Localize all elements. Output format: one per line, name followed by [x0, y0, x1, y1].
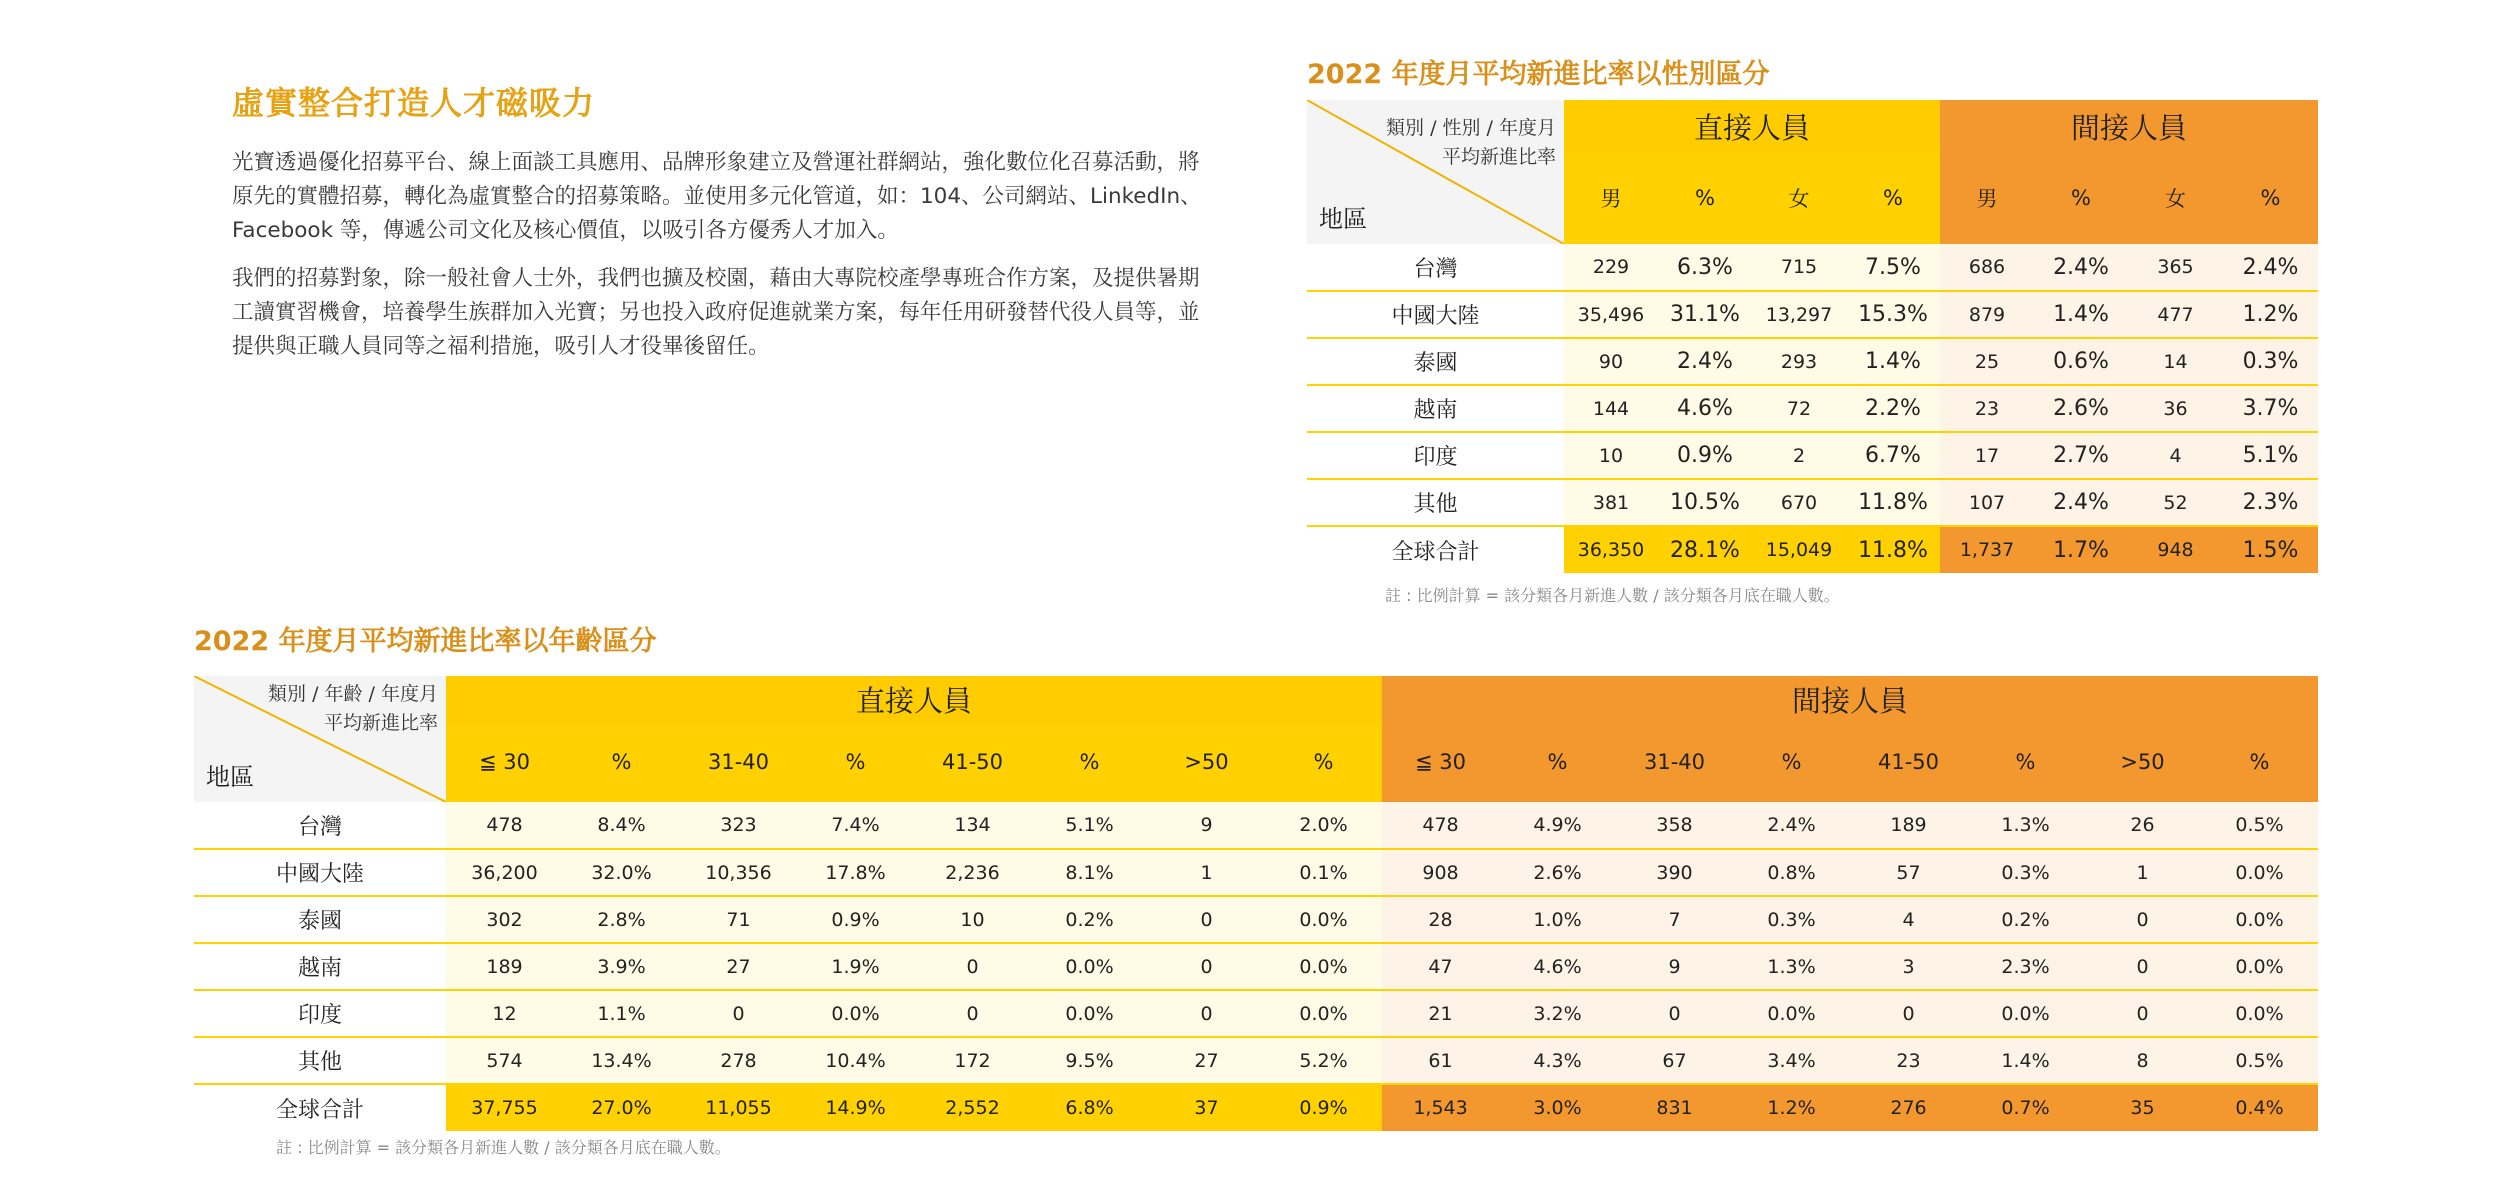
table-cell: 9 — [1616, 943, 1733, 990]
sub-header: % — [1499, 722, 1616, 802]
corner-column-label: 類別 / 年齡 / 年度月 平均新進比率 — [268, 683, 438, 734]
table-cell: 2.3% — [2223, 479, 2318, 526]
age-table-note: 註 : 比例計算 = 該分類各月新進人數 / 該分類各月底在職人數。 — [276, 1138, 731, 1157]
table-cell: 4.6% — [1658, 385, 1752, 432]
table-cell: 189 — [1850, 802, 1967, 849]
age-table-body — [194, 802, 2318, 1131]
table-row — [194, 802, 2318, 849]
group-header-indirect: 間接人員 — [1940, 100, 2318, 152]
table-cell: 61 — [1382, 1037, 1499, 1084]
table-cell: 107 — [1940, 479, 2034, 526]
table-cell: 477 — [2128, 291, 2223, 338]
table-cell: 229 — [1564, 244, 1658, 291]
table-cell: 2.2% — [1846, 385, 1940, 432]
region-name: 泰國 — [1307, 338, 1564, 385]
table-cell: 2.4% — [2223, 244, 2318, 291]
table-cell: 10 — [914, 896, 1031, 943]
table-row — [194, 943, 2318, 990]
table-cell: 1.4% — [1846, 338, 1940, 385]
sub-header: 男 — [1940, 152, 2034, 244]
group-header-direct: 直接人員 — [446, 676, 1382, 722]
table-cell: 1.5% — [2223, 526, 2318, 573]
table-cell: 2.6% — [1499, 849, 1616, 896]
table-cell: 11.8% — [1846, 526, 1940, 573]
table-cell: 27 — [1148, 1037, 1265, 1084]
table-cell: 7 — [1616, 896, 1733, 943]
table-cell: 2,552 — [914, 1084, 1031, 1131]
table-row — [1307, 291, 2318, 338]
table-row — [1307, 432, 2318, 479]
table-cell: 879 — [1940, 291, 2034, 338]
sub-header: 男 — [1564, 152, 1658, 244]
region-name: 印度 — [194, 990, 446, 1037]
table-cell: 0 — [1148, 896, 1265, 943]
table-cell: 0.1% — [1265, 849, 1382, 896]
table-cell: 6.3% — [1658, 244, 1752, 291]
table-cell: 0 — [914, 990, 1031, 1037]
sub-header: % — [797, 722, 914, 802]
table-cell: 293 — [1752, 338, 1846, 385]
table-cell: 0.2% — [1031, 896, 1148, 943]
table-cell: 67 — [1616, 1037, 1733, 1084]
table-cell: 4 — [1850, 896, 1967, 943]
table-cell: 0 — [2084, 896, 2201, 943]
gender-table-title: 2022 年度月平均新進比率以性別區分 — [1307, 59, 1770, 90]
table-cell: 28 — [1382, 896, 1499, 943]
group-header-direct: 直接人員 — [1564, 100, 1940, 152]
table-cell: 15,049 — [1752, 526, 1846, 573]
intro-paragraph-1: 光寶透過優化招募平台、線上面談工具應用、品牌形象建立及營運社群網站，強化數位化召募活動，將原先的實體招募，轉化為虛實整合的招募策略。並使用多元化管道，如：104、公司網站、LinkedIn、Facebook 等，傳遞公司文化及核心價值，以吸引各方優秀人才加入。 — [232, 150, 1202, 243]
table-cell: 0 — [1616, 990, 1733, 1037]
table-cell: 35,496 — [1564, 291, 1658, 338]
table-cell: 36,350 — [1564, 526, 1658, 573]
sub-header: >50 — [1148, 722, 1265, 802]
table-cell: 9 — [1148, 802, 1265, 849]
table-cell: 686 — [1940, 244, 2034, 291]
table-cell: 302 — [446, 896, 563, 943]
table-cell: 14 — [2128, 338, 2223, 385]
intro-section — [232, 78, 1202, 378]
table-cell: 3.4% — [1733, 1037, 1850, 1084]
table-cell: 7.5% — [1846, 244, 1940, 291]
table-cell: 57 — [1850, 849, 1967, 896]
table-cell: 36 — [2128, 385, 2223, 432]
table-cell: 23 — [1940, 385, 2034, 432]
table-cell: 0.3% — [1733, 896, 1850, 943]
table-cell: 381 — [1564, 479, 1658, 526]
table-cell: 0.4% — [2201, 1084, 2318, 1131]
table-cell: 323 — [680, 802, 797, 849]
table-cell: 9.5% — [1031, 1037, 1148, 1084]
table-cell: 0.0% — [1967, 990, 2084, 1037]
table-cell: 10.4% — [797, 1037, 914, 1084]
table-cell: 2,236 — [914, 849, 1031, 896]
table-cell: 1.2% — [1733, 1084, 1850, 1131]
table-cell: 0.0% — [1265, 896, 1382, 943]
corner-column-label: 類別 / 性別 / 年度月 平均新進比率 — [1386, 117, 1556, 168]
table-cell: 11.8% — [1846, 479, 1940, 526]
table-cell: 1,543 — [1382, 1084, 1499, 1131]
table-cell: 478 — [1382, 802, 1499, 849]
table-cell: 4.3% — [1499, 1037, 1616, 1084]
intro-paragraph-2: 我們的招募對象，除一般社會人士外，我們也擴及校園，藉由大專院校產學專班合作方案，及提供暑期工讀實習機會，培養學生族群加入光寶；另也投入政府促進就業方案，每年任用研發替代役人員等，並提供與正職人員同等之福利措施，吸引人才役畢後留任。 — [232, 266, 1200, 359]
table-cell: 2.4% — [1733, 802, 1850, 849]
table-cell: 27.0% — [563, 1084, 680, 1131]
table-cell: 0.0% — [797, 990, 914, 1037]
region-name: 台灣 — [194, 802, 446, 849]
table-row — [1307, 338, 2318, 385]
table-cell: 0 — [2084, 943, 2201, 990]
table-cell: 276 — [1850, 1084, 1967, 1131]
table-row — [194, 990, 2318, 1037]
table-row — [1307, 526, 2318, 573]
table-cell: 37 — [1148, 1084, 1265, 1131]
table-cell: 3.2% — [1499, 990, 1616, 1037]
table-row — [194, 849, 2318, 896]
table-cell: 1.1% — [563, 990, 680, 1037]
sub-header: ≦ 30 — [446, 722, 563, 802]
table-cell: 17 — [1940, 432, 2034, 479]
table-cell: 0.3% — [1967, 849, 2084, 896]
table-cell: 0.0% — [2201, 849, 2318, 896]
table-cell: 0.7% — [1967, 1084, 2084, 1131]
region-name: 越南 — [1307, 385, 1564, 432]
table-cell: 0.0% — [1733, 990, 1850, 1037]
table-cell: 13.4% — [563, 1037, 680, 1084]
sub-header: 41-50 — [1850, 722, 1967, 802]
table-cell: 0 — [680, 990, 797, 1037]
age-table — [194, 676, 2318, 1131]
table-cell: 390 — [1616, 849, 1733, 896]
sub-header: % — [1265, 722, 1382, 802]
table-cell: 0.5% — [2201, 1037, 2318, 1084]
table-cell: 0 — [2084, 990, 2201, 1037]
table-cell: 831 — [1616, 1084, 1733, 1131]
sub-header: 41-50 — [914, 722, 1031, 802]
sub-header: % — [2201, 722, 2318, 802]
sub-header: 女 — [1752, 152, 1846, 244]
table-cell: 0.0% — [1031, 943, 1148, 990]
table-cell: 0.0% — [2201, 943, 2318, 990]
table-cell: 6.7% — [1846, 432, 1940, 479]
table-cell: 28.1% — [1658, 526, 1752, 573]
table-cell: 13,297 — [1752, 291, 1846, 338]
table-row — [194, 896, 2318, 943]
table-cell: 5.2% — [1265, 1037, 1382, 1084]
table-cell: 1.0% — [1499, 896, 1616, 943]
table-cell: 71 — [680, 896, 797, 943]
table-cell: 3.9% — [563, 943, 680, 990]
table-row — [1307, 479, 2318, 526]
table-cell: 17.8% — [797, 849, 914, 896]
table-cell: 0.9% — [1658, 432, 1752, 479]
table-cell: 1.9% — [797, 943, 914, 990]
sub-header: % — [2034, 152, 2128, 244]
region-name: 全球合計 — [194, 1084, 446, 1131]
table-cell: 1.4% — [1967, 1037, 2084, 1084]
table-cell: 10,356 — [680, 849, 797, 896]
table-cell: 0.8% — [1733, 849, 1850, 896]
table-cell: 0.0% — [2201, 896, 2318, 943]
table-cell: 36,200 — [446, 849, 563, 896]
intro-title: 虛實整合打造人才磁吸力 — [232, 84, 596, 122]
table-cell: 908 — [1382, 849, 1499, 896]
sub-header: % — [1967, 722, 2084, 802]
table-cell: 35 — [2084, 1084, 2201, 1131]
gender-table-note: 註 : 比例計算 = 該分類各月新進人數 / 該分類各月底在職人數。 — [1385, 586, 1840, 605]
table-cell: 5.1% — [2223, 432, 2318, 479]
table-cell: 2.0% — [1265, 802, 1382, 849]
table-cell: 948 — [2128, 526, 2223, 573]
table-cell: 0.9% — [797, 896, 914, 943]
table-cell: 365 — [2128, 244, 2223, 291]
table-cell: 3 — [1850, 943, 1967, 990]
table-cell: 3.0% — [1499, 1084, 1616, 1131]
table-cell: 6.8% — [1031, 1084, 1148, 1131]
table-cell: 670 — [1752, 479, 1846, 526]
table-cell: 4.9% — [1499, 802, 1616, 849]
sub-header: % — [1658, 152, 1752, 244]
table-cell: 37,755 — [446, 1084, 563, 1131]
table-cell: 2 — [1752, 432, 1846, 479]
table-cell: 0 — [1850, 990, 1967, 1037]
table-row — [194, 1037, 2318, 1084]
sub-header: >50 — [2084, 722, 2201, 802]
table-cell: 4 — [2128, 432, 2223, 479]
table-cell: 0 — [1148, 990, 1265, 1037]
corner-row-label: 地區 — [206, 763, 254, 791]
age-table-title: 2022 年度月平均新進比率以年齡區分 — [194, 626, 657, 657]
table-cell: 2.4% — [2034, 479, 2128, 526]
table-cell: 1.2% — [2223, 291, 2318, 338]
region-name: 中國大陸 — [194, 849, 446, 896]
table-cell: 26 — [2084, 802, 2201, 849]
gender-table-corner — [1307, 100, 1564, 244]
table-cell: 0.0% — [2201, 990, 2318, 1037]
group-header-indirect: 間接人員 — [1382, 676, 2318, 722]
table-cell: 2.6% — [2034, 385, 2128, 432]
sub-header: 31-40 — [1616, 722, 1733, 802]
table-cell: 0.3% — [2223, 338, 2318, 385]
table-cell: 2.4% — [2034, 244, 2128, 291]
table-cell: 715 — [1752, 244, 1846, 291]
table-cell: 12 — [446, 990, 563, 1037]
table-cell: 0.5% — [2201, 802, 2318, 849]
sub-header: ≦ 30 — [1382, 722, 1499, 802]
table-cell: 8.1% — [1031, 849, 1148, 896]
table-cell: 0.9% — [1265, 1084, 1382, 1131]
sub-header: % — [563, 722, 680, 802]
table-row — [1307, 244, 2318, 291]
table-cell: 25 — [1940, 338, 2034, 385]
table-cell: 1.4% — [2034, 291, 2128, 338]
region-name: 中國大陸 — [1307, 291, 1564, 338]
table-cell: 47 — [1382, 943, 1499, 990]
table-cell: 2.3% — [1967, 943, 2084, 990]
table-cell: 3.7% — [2223, 385, 2318, 432]
age-table-corner — [194, 676, 446, 802]
sub-header: 女 — [2128, 152, 2223, 244]
region-name: 泰國 — [194, 896, 446, 943]
sub-header: % — [1846, 152, 1940, 244]
table-cell: 0.6% — [2034, 338, 2128, 385]
table-cell: 189 — [446, 943, 563, 990]
table-cell: 478 — [446, 802, 563, 849]
table-cell: 23 — [1850, 1037, 1967, 1084]
table-cell: 15.3% — [1846, 291, 1940, 338]
table-cell: 2.7% — [2034, 432, 2128, 479]
table-cell: 32.0% — [563, 849, 680, 896]
table-row — [1307, 385, 2318, 432]
table-cell: 172 — [914, 1037, 1031, 1084]
region-name: 台灣 — [1307, 244, 1564, 291]
table-cell: 1.3% — [1733, 943, 1850, 990]
corner-row-label: 地區 — [1319, 205, 1367, 233]
table-cell: 1 — [2084, 849, 2201, 896]
table-cell: 574 — [446, 1037, 563, 1084]
table-cell: 0 — [1148, 943, 1265, 990]
table-cell: 27 — [680, 943, 797, 990]
table-cell: 134 — [914, 802, 1031, 849]
table-cell: 10.5% — [1658, 479, 1752, 526]
table-cell: 1.3% — [1967, 802, 2084, 849]
table-cell: 278 — [680, 1037, 797, 1084]
table-cell: 10 — [1564, 432, 1658, 479]
gender-table — [1307, 100, 2318, 573]
table-cell: 2.4% — [1658, 338, 1752, 385]
table-cell: 1.7% — [2034, 526, 2128, 573]
table-cell: 5.1% — [1031, 802, 1148, 849]
table-cell: 1 — [1148, 849, 1265, 896]
table-cell: 8.4% — [563, 802, 680, 849]
table-cell: 0.2% — [1967, 896, 2084, 943]
sub-header: % — [2223, 152, 2318, 244]
table-cell: 2.8% — [563, 896, 680, 943]
sub-header: % — [1733, 722, 1850, 802]
table-cell: 90 — [1564, 338, 1658, 385]
table-cell: 21 — [1382, 990, 1499, 1037]
sub-header: 31-40 — [680, 722, 797, 802]
gender-table-body — [1307, 244, 2318, 573]
table-cell: 72 — [1752, 385, 1846, 432]
table-cell: 4.6% — [1499, 943, 1616, 990]
table-cell: 52 — [2128, 479, 2223, 526]
region-name: 越南 — [194, 943, 446, 990]
table-cell: 0.0% — [1031, 990, 1148, 1037]
table-cell: 0 — [914, 943, 1031, 990]
table-cell: 144 — [1564, 385, 1658, 432]
sub-header: % — [1031, 722, 1148, 802]
table-cell: 358 — [1616, 802, 1733, 849]
table-cell: 8 — [2084, 1037, 2201, 1084]
region-name: 其他 — [194, 1037, 446, 1084]
table-cell: 0.0% — [1265, 990, 1382, 1037]
table-cell: 1,737 — [1940, 526, 2034, 573]
table-cell: 31.1% — [1658, 291, 1752, 338]
region-name: 印度 — [1307, 432, 1564, 479]
table-cell: 14.9% — [797, 1084, 914, 1131]
table-row — [194, 1084, 2318, 1131]
table-cell: 7.4% — [797, 802, 914, 849]
region-name: 其他 — [1307, 479, 1564, 526]
table-cell: 0.0% — [1265, 943, 1382, 990]
table-cell: 11,055 — [680, 1084, 797, 1131]
region-name: 全球合計 — [1307, 526, 1564, 573]
